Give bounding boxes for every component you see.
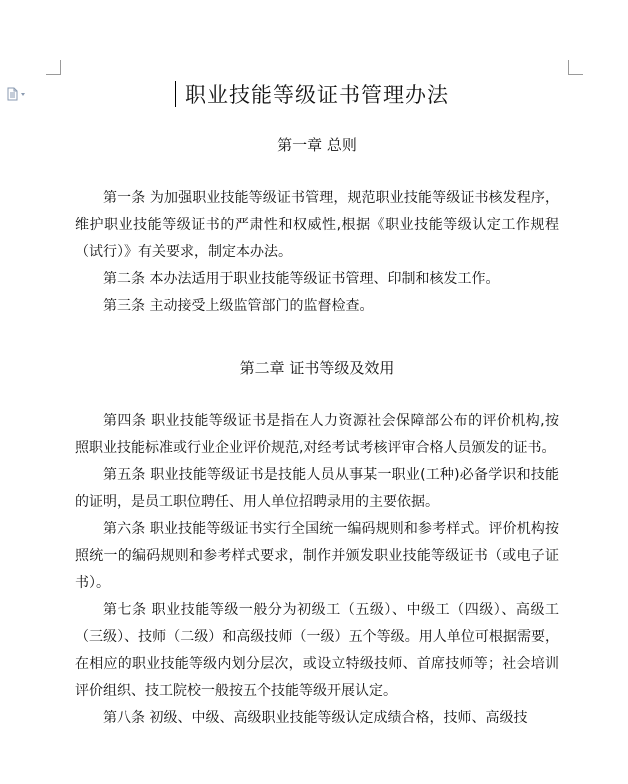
paragraph: 第一条 为加强职业技能等级证书管理，规范职业技能等级证书核发程序，维护职业技能等级证书的严肃性和权威性,根据《职业技能等级认定工作规程（试行）》有关要求，制定本办法。 bbox=[75, 190, 559, 260]
paragraph: 第七条 职业技能等级一般分为初级工（五级）、中级工（四级）、高级工（三级）、技师（二级）和高级技师（一级）五个等级。用人单位可根据需要，在相应的职业技能等级内划分层次，或设立特级技师、首席技师等；社会培训评价组织、技工院校一般按五个技能等级开展认定。 bbox=[75, 602, 559, 699]
margin-corner-top-right bbox=[568, 60, 583, 75]
paragraph: 第八条 初级、中级、高级职业技能等级认定成绩合格，技师、高级技 bbox=[103, 710, 528, 726]
paragraph: 第四条 职业技能等级证书是指在人力资源社会保障部公布的评价机构,按照职业技能标准或行业企业评价规范,对经考试考核评审合格人员颁发的证书。 bbox=[75, 413, 559, 456]
paragraph: 第五条 职业技能等级证书是技能人员从事某一职业(工种)必备学识和技能的证明，是员工职位聘任、用人单位招聘录用的主要依据。 bbox=[75, 467, 559, 510]
paragraph: 第六条 职业技能等级证书实行全国统一编码规则和参考样式。评价机构按照统一的编码规则和参考样式要求，制作并颁发职业技能等级证书（或电子证书）。 bbox=[75, 521, 559, 591]
paragraph: 第三条 主动接受上级监管部门的监督检查。 bbox=[103, 298, 374, 314]
paragraph: 第二条 本办法适用于职业技能等级证书管理、印制和核发工作。 bbox=[103, 271, 500, 287]
margin-corner-top-left bbox=[46, 60, 61, 75]
document-title: 职业技能等级证书管理办法 bbox=[75, 78, 559, 112]
text-cursor bbox=[175, 81, 176, 107]
chapter-heading: 第一章 总则 bbox=[277, 136, 357, 154]
document-body[interactable] bbox=[75, 78, 559, 732]
chapter-heading: 第二章 证书等级及效用 bbox=[239, 359, 395, 377]
document-view-icon[interactable] bbox=[6, 86, 30, 100]
